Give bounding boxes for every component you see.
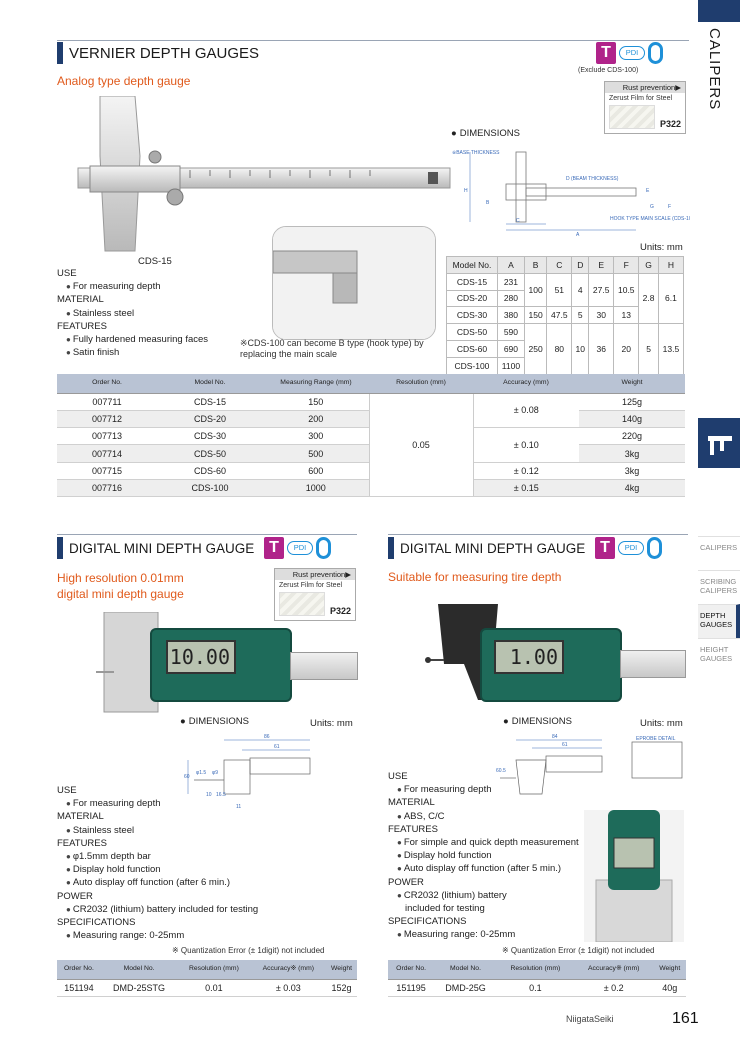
dim-cell: 590 <box>497 324 524 341</box>
stg-dim-61: 61 <box>274 744 280 750</box>
drawing-label-c: C <box>516 218 520 224</box>
dim-cell: 27.5 <box>589 273 614 307</box>
mini-g-quant-note: ※ Quantization Error (± 1digit) not included <box>502 946 655 955</box>
dim-cell: 80 <box>547 324 572 374</box>
g-scale-bar <box>620 650 686 678</box>
material-heading: MATERIAL <box>57 811 104 823</box>
mini-stg-order-table <box>57 960 357 997</box>
dim-cell: 5 <box>639 324 659 374</box>
use-item: ● For measuring depth <box>57 280 208 293</box>
power-heading: POWER <box>388 876 424 888</box>
order-cell: ± 0.10 <box>473 428 579 463</box>
order-header: Order No. <box>57 374 157 393</box>
order-header: Weight <box>579 374 685 393</box>
g-dim-60-5: 60.5 <box>496 768 506 774</box>
order-cell: 40g <box>653 979 686 996</box>
use-heading: USE <box>57 268 77 279</box>
order-cell: CDS-100 <box>157 479 263 496</box>
power-item: included for testing <box>405 903 485 915</box>
rust-sub: Zerust Film for Steel <box>609 95 673 102</box>
order-cell: 200 <box>263 410 369 427</box>
stg-lcd-display: 10.00 <box>166 640 236 674</box>
specs-heading: SPECIFICATIONS <box>388 916 467 928</box>
order-header: Resolution (mm) <box>177 960 250 979</box>
order-cell: 220g <box>579 428 685 445</box>
dim-cell: CDS-15 <box>447 273 498 290</box>
material-item: ● Stainless steel <box>57 307 208 320</box>
mini-stg-icons <box>264 537 331 559</box>
power-item: ● CR2032 (lithium) battery <box>388 889 579 902</box>
dim-header: G <box>639 257 659 274</box>
vernier-subtitle: Analog type depth gauge <box>57 74 191 88</box>
side-menu-height-gauges[interactable]: HEIGHT GAUGES <box>698 638 740 672</box>
order-cell: CDS-50 <box>157 445 263 462</box>
dim-cell: 13.5 <box>658 324 683 374</box>
power-item: ● CR2032 (lithium) battery included for testing <box>57 903 258 916</box>
rust-page-ref: P322 <box>659 119 681 129</box>
mini-g-units: Units: mm <box>640 718 683 729</box>
material-item: ● Stainless steel <box>57 824 258 837</box>
vernier-icons <box>596 42 663 64</box>
vernier-dimensions-label: ● DIMENSIONS <box>451 128 520 139</box>
features-heading: FEATURES <box>57 837 107 849</box>
features-item: ● Display hold function <box>57 863 258 876</box>
drawing-label-beam-thickness: D (BEAM THICKNESS) <box>566 176 619 182</box>
order-cell: 0.01 <box>177 979 250 996</box>
stg-dim-86: 86 <box>264 734 270 740</box>
t-icon: T <box>596 42 616 64</box>
vernier-spec-list <box>57 267 208 359</box>
rust-page-ref: P322 <box>329 606 351 616</box>
drawing-label-f: F <box>668 204 672 210</box>
dim-cell: 1100 <box>497 357 524 374</box>
use-heading: USE <box>388 771 408 782</box>
dim-cell: 20 <box>614 324 639 374</box>
g-in-use-photo <box>584 810 684 942</box>
mini-g-icons <box>595 537 662 559</box>
stg-dim-60: 60 <box>184 774 190 780</box>
dim-cell: 10 <box>572 324 589 374</box>
order-header: Accuracy※ (mm) <box>574 960 653 979</box>
order-cell: 300 <box>263 428 369 445</box>
drawing-label-a: A <box>576 232 580 238</box>
order-cell: CDS-60 <box>157 462 263 479</box>
stg-scale-bar <box>290 652 358 680</box>
use-item: ● For measuring depth <box>57 797 258 810</box>
dim-cell: CDS-100 <box>447 357 498 374</box>
page-number: 161 <box>672 1010 699 1027</box>
stg-dim-phi9: φ9 <box>212 770 219 776</box>
drawing-label-hook-scale: HOOK TYPE MAIN SCALE (CDS-100) <box>610 216 690 222</box>
order-header: Resolution (mm) <box>497 960 574 979</box>
order-cell: 125g <box>579 393 685 410</box>
rust-head: Rust prevention▶ <box>605 82 685 93</box>
mini-stg-subtitle-2: digital mini depth gauge <box>57 587 184 601</box>
mini-stg-units: Units: mm <box>310 718 353 729</box>
rust-film-image <box>609 105 655 129</box>
features-heading: FEATURES <box>388 823 438 835</box>
dim-cell: 5 <box>572 307 589 324</box>
mini-g-spec-list <box>388 770 579 942</box>
model-caption: CDS-15 <box>138 256 172 267</box>
hook-note: ※CDS-100 can become B type (hook type) by replacing the main scale <box>240 338 424 359</box>
hook-detail-image <box>272 226 436 340</box>
dim-cell: CDS-20 <box>447 290 498 307</box>
order-cell: 152g <box>326 979 357 996</box>
stg-dim-10: 10 <box>206 792 212 798</box>
order-cell: 007713 <box>57 428 157 445</box>
section-divider <box>388 534 688 535</box>
stg-dim-phi1-5: φ1.5 <box>196 770 207 776</box>
dim-cell: 51 <box>547 273 572 307</box>
order-cell: 4kg <box>579 479 685 496</box>
caliper-icon <box>698 418 740 468</box>
drawing-label-h: H <box>464 188 468 194</box>
pdi-icon: PDI <box>619 46 645 60</box>
features-item: ● Fully hardened measuring faces <box>57 333 208 346</box>
material-heading: MATERIAL <box>57 294 104 306</box>
dim-cell: 47.5 <box>547 307 572 324</box>
mini-g-order-table <box>388 960 686 997</box>
order-cell: ± 0.12 <box>473 462 579 479</box>
mini-stg-dimensions-label: ● DIMENSIONS <box>180 716 249 727</box>
features-item: ● φ1.5mm depth bar <box>57 850 258 863</box>
dim-header: D <box>572 257 589 274</box>
drawing-label-g: G <box>650 204 654 210</box>
dim-cell: CDS-50 <box>447 324 498 341</box>
side-tab-label: CALIPERS <box>706 28 723 111</box>
side-tab-marker <box>698 0 740 22</box>
specs-heading: SPECIFICATIONS <box>57 917 136 929</box>
dim-header: B <box>524 257 546 274</box>
order-cell: 3kg <box>579 445 685 462</box>
order-cell: ± 0.03 <box>251 979 327 996</box>
dim-header: E <box>589 257 614 274</box>
o-ring-icon <box>316 537 331 559</box>
mini-stg-quant-note: ※ Quantization Error (± 1digit) not included <box>172 946 325 955</box>
order-cell: ± 0.15 <box>473 479 579 496</box>
dim-cell: 380 <box>497 307 524 324</box>
dim-header: H <box>658 257 683 274</box>
rust-sub: Zerust Film for Steel <box>279 582 343 589</box>
dim-cell: 13 <box>614 307 639 324</box>
dim-cell: 150 <box>524 307 546 324</box>
pdi-icon: PDI <box>287 541 313 555</box>
dim-cell: 690 <box>497 340 524 357</box>
pdi-icon: PDI <box>618 541 644 555</box>
order-header: Accuracy (mm) <box>473 374 579 393</box>
mini-stg-spec-list <box>57 784 258 942</box>
features-item: ● Display hold function <box>388 849 579 862</box>
vernier-dimension-drawing <box>446 144 690 240</box>
mini-stg-title: DIGITAL MINI DEPTH GAUGE <box>57 537 254 559</box>
use-item: ● For measuring depth <box>388 783 579 796</box>
mini-g-dimensions-label: ● DIMENSIONS <box>503 716 572 727</box>
section-divider <box>57 40 689 41</box>
order-header: Resolution (mm) <box>369 374 473 393</box>
material-item: ● ABS, C/C <box>388 810 579 823</box>
stg-dim-11: 11 <box>236 804 242 810</box>
order-header: Weight <box>653 960 686 979</box>
order-header: Weight <box>326 960 357 979</box>
order-cell: DMD-25STG <box>101 979 177 996</box>
dim-cell: 280 <box>497 290 524 307</box>
order-cell: CDS-30 <box>157 428 263 445</box>
vernier-units: Units: mm <box>640 242 683 253</box>
dim-cell: 2.8 <box>639 273 659 323</box>
dim-cell: 100 <box>524 273 546 307</box>
order-cell: CDS-15 <box>157 393 263 410</box>
order-cell: DMD-25G <box>434 979 497 996</box>
features-item: ● Auto display off function (after 6 min.) <box>57 876 258 889</box>
order-cell: 150 <box>263 393 369 410</box>
order-cell: 151195 <box>388 979 434 996</box>
order-cell: 007711 <box>57 393 157 410</box>
g-dim-61: 61 <box>562 742 568 748</box>
features-item: ● For simple and quick depth measurement <box>388 836 579 849</box>
dim-cell: CDS-30 <box>447 307 498 324</box>
order-cell: CDS-20 <box>157 410 263 427</box>
features-item: ● Satin finish <box>57 346 208 359</box>
exclude-note: (Exclude CDS-100) <box>578 67 639 74</box>
order-header: Model No. <box>434 960 497 979</box>
order-header: Model No. <box>101 960 177 979</box>
order-cell: 0.05 <box>369 393 473 497</box>
order-cell: 007715 <box>57 462 157 479</box>
t-icon: T <box>264 537 284 559</box>
side-menu-scribing-calipers[interactable]: SCRIBING CALIPERS <box>698 570 740 604</box>
order-header: Measuring Range (mm) <box>263 374 369 393</box>
section-divider <box>57 534 357 535</box>
order-cell: 500 <box>263 445 369 462</box>
o-ring-icon <box>648 42 663 64</box>
order-cell: 007714 <box>57 445 157 462</box>
g-dim-probe-detail: EPROBE DETAIL <box>636 736 676 742</box>
stg-dim-16-5: 16.5 <box>216 792 226 798</box>
order-cell: 140g <box>579 410 685 427</box>
mini-stg-subtitle <box>57 570 184 602</box>
specs-item: ● Measuring range: 0-25mm <box>57 929 258 942</box>
order-cell: ± 0.08 <box>473 393 579 428</box>
order-cell: 1000 <box>263 479 369 496</box>
mini-g-subtitle: Suitable for measuring tire depth <box>388 570 562 584</box>
order-cell: 007716 <box>57 479 157 496</box>
o-ring-icon <box>647 537 662 559</box>
dim-cell: 4 <box>572 273 589 307</box>
rust-film-image <box>279 592 325 616</box>
dim-header: F <box>614 257 639 274</box>
features-item: ● Auto display off function (after 5 min.) <box>388 862 579 875</box>
t-icon: T <box>595 537 615 559</box>
vernier-dimension-table <box>446 256 684 375</box>
dim-cell: 10.5 <box>614 273 639 307</box>
order-cell: 600 <box>263 462 369 479</box>
power-heading: POWER <box>57 890 93 902</box>
rust-head: Rust prevention▶ <box>275 569 355 580</box>
mini-g-title: DIGITAL MINI DEPTH GAUGE <box>388 537 585 559</box>
rust-prevention-box[interactable] <box>274 568 356 621</box>
order-cell: 151194 <box>57 979 101 996</box>
dim-cell: CDS-60 <box>447 340 498 357</box>
g-dim-84: 84 <box>552 734 558 740</box>
use-heading: USE <box>57 785 77 796</box>
features-heading: FEATURES <box>57 320 107 332</box>
specs-item: ● Measuring range: 0-25mm <box>388 928 579 941</box>
order-cell: 0.1 <box>497 979 574 996</box>
material-heading: MATERIAL <box>388 797 435 809</box>
order-cell: ± 0.2 <box>574 979 653 996</box>
order-cell: 3kg <box>579 462 685 479</box>
dim-cell: 231 <box>497 273 524 290</box>
side-menu-depth-gauges[interactable]: DEPTH GAUGES <box>698 604 740 638</box>
vernier-order-table <box>57 374 685 497</box>
drawing-label-base-thickness: ※BASE THICKNESS <box>452 150 500 156</box>
side-menu <box>698 536 740 672</box>
vernier-title: VERNIER DEPTH GAUGES <box>57 42 259 64</box>
dim-header: Model No. <box>447 257 498 274</box>
dim-cell: 250 <box>524 324 546 374</box>
g-lcd-display: 1.00 <box>494 640 564 674</box>
dim-header: C <box>547 257 572 274</box>
side-menu-calipers[interactable]: CALIPERS <box>698 536 740 570</box>
order-header: Order No. <box>57 960 101 979</box>
drawing-label-b: B <box>486 200 490 206</box>
order-header: Accuracy※ (mm) <box>251 960 327 979</box>
dim-cell: 30 <box>589 307 614 324</box>
dim-header: A <box>497 257 524 274</box>
order-header: Model No. <box>157 374 263 393</box>
drawing-label-e: E <box>646 188 650 194</box>
order-cell: 007712 <box>57 410 157 427</box>
brand-logo: NiigataSeiki <box>566 1014 614 1024</box>
order-header: Order No. <box>388 960 434 979</box>
mini-stg-subtitle-1: High resolution 0.01mm <box>57 571 184 585</box>
dim-cell: 36 <box>589 324 614 374</box>
dim-cell: 6.1 <box>658 273 683 323</box>
rust-prevention-box[interactable] <box>604 81 686 134</box>
